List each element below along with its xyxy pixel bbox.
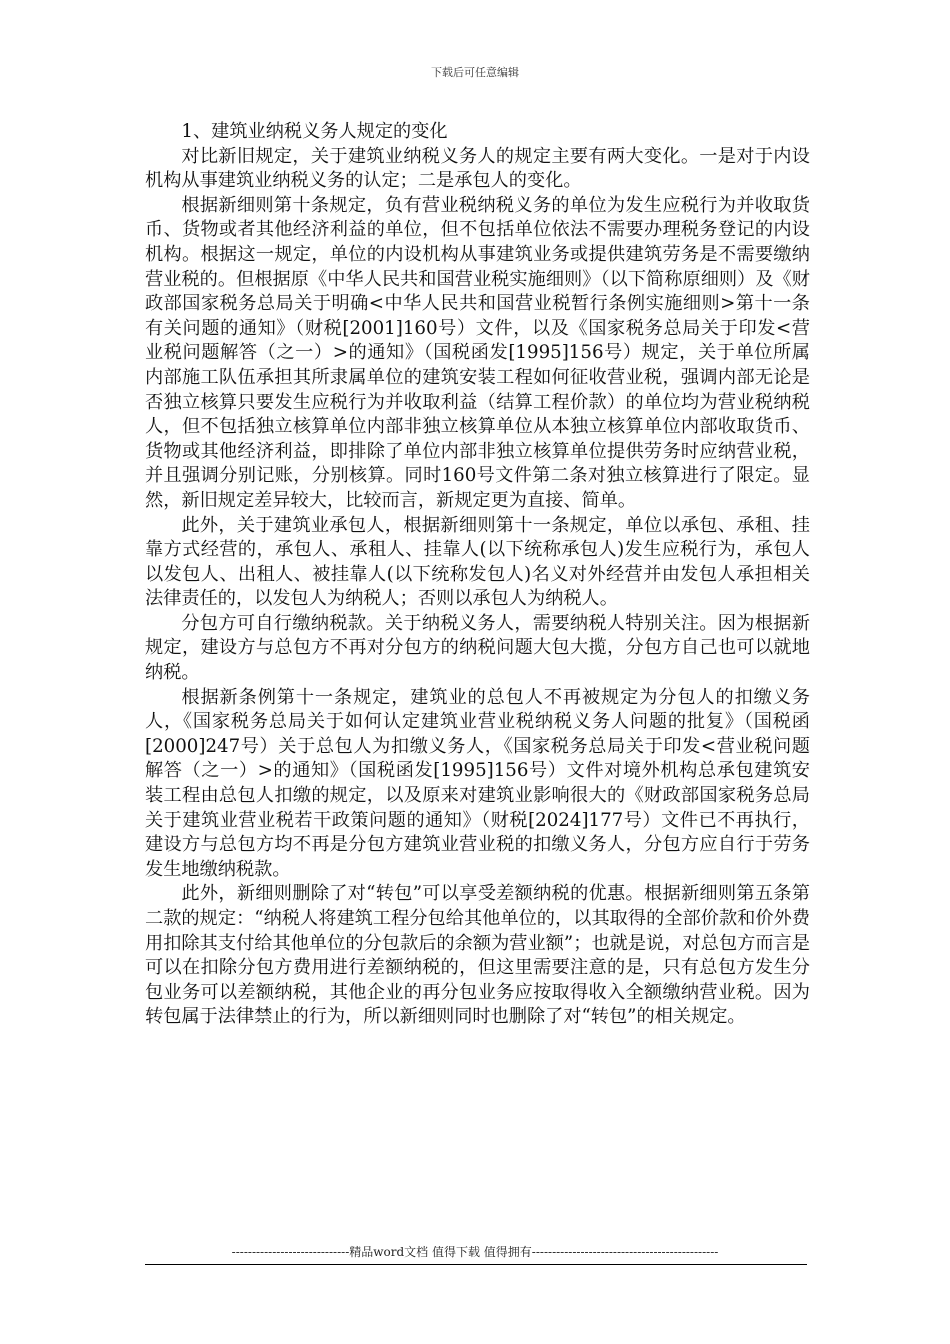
paragraph-4: 分包方可自行缴纳税款。关于纳税义务人，需要纳税人特别关注。因为根据新规定，建设方与总包方不再对分包方的纳税问题大包大揽，分包方自己也可以就地纳税。 [145, 612, 810, 684]
section-title: 1、建筑业纳税义务人规定的变化 [181, 121, 448, 142]
paragraph-5: 根据新条例第十一条规定，建筑业的总包人不再被规定为分包人的扣缴义务人，《国家税务总局关于如何认定建筑业营业税纳税义务人问题的批复》（国税函[2000]247号）关于总包人为扣缴义务人，《国家税务总局关于印发<营业税问题解答（之一）>的通知》（国税函发[1995]156号）文件对境外机构总承包建筑安装工程由总包人扣缴的规定，以及原来对建筑业影响很大的《财政部国家税务总局关于建筑业营业税若干政策问题的通知》（财税[2024]177号）文件已不再执行，建设方与总包方均不再是分包方建筑业营业税的扣缴义务人，分包方应自行于劳务发生地缴纳税款。 [145, 686, 810, 880]
page-header: 下载后可任意编辑 [431, 66, 519, 79]
paragraph-1: 对比新旧规定，关于建筑业纳税义务人的规定主要有两大变化。一是对于内设机构从事建筑业纳税义务的认定；二是承包人的变化。 [145, 145, 810, 192]
paragraph-3: 此外，关于建筑业承包人，根据新细则第十一条规定，单位以承包、承租、挂靠方式经营的，承包人、承租人、挂靠人(以下统称承包人)发生应税行为，承包人以发包人、出租人、被挂靠人(以下统称发包人)名义对外经营并由发包人承担相关法律责任的，以发包人为纳税人；否则以承包人为纳税人。 [145, 514, 810, 610]
paragraph-2: 根据新细则第十条规定，负有营业税纳税义务的单位为发生应税行为并收取货币、货物或者其他经济利益的单位，但不包括单位依法不需要办理税务登记的内设机构。根据这一规定，单位的内设机构从事建筑业务或提供建筑劳务是不需要缴纳营业税的。但根据原《中华人民共和国营业税实施细则》（以下简称原细则）及《财政部国家税务总局关于明确<中华人民共和国营业税暂行条例实施细则>第十一条有关问题的通知》（财税[2001]160号）文件，以及《国家税务总局关于印发<营业税问题解答（之一）>的通知》（国税函发[1995]156号）规定，关于单位所属内部施工队伍承担其所隶属单位的建筑安装工程如何征收营业税，强调内部无论是否独立核算只要发生应税行为并收取利益（结算工程价款）的单位均为营业税纳税人，但不包括独立核算单位内部非独立核算单位从本独立核算单位内部收取货币、货物或其他经济利益，即排除了单位内部非独立核算单位提供劳务时应纳营业税，并且强调分别记账，分别核算。同时160号文件第二条对独立核算进行了限定。显然，新旧规定差异较大，比较而言，新规定更为直接、简单。 [145, 194, 810, 511]
page-footer: -----------------------------精品word文档 值得下载 值得拥有---------------------------------------------- [231, 1245, 719, 1259]
document-body [145, 120, 810, 1030]
footer-divider [145, 1264, 807, 1265]
paragraph-6: 此外，新细则删除了对“转包”可以享受差额纳税的优惠。根据新细则第五条第二款的规定：“纳税人将建筑工程分包给其他单位的，以其取得的全部价款和价外费用扣除其支付给其他单位的分包款后的余额为营业额”；也就是说，对总包方而言是可以在扣除分包方费用进行差额纳税的，但这里需要注意的是，只有总包方发生分包业务可以差额纳税，其他企业的再分包业务应按取得收入全额缴纳营业税。因为转包属于法律禁止的行为，所以新细则同时也删除了对“转包”的相关规定。 [145, 883, 810, 1028]
